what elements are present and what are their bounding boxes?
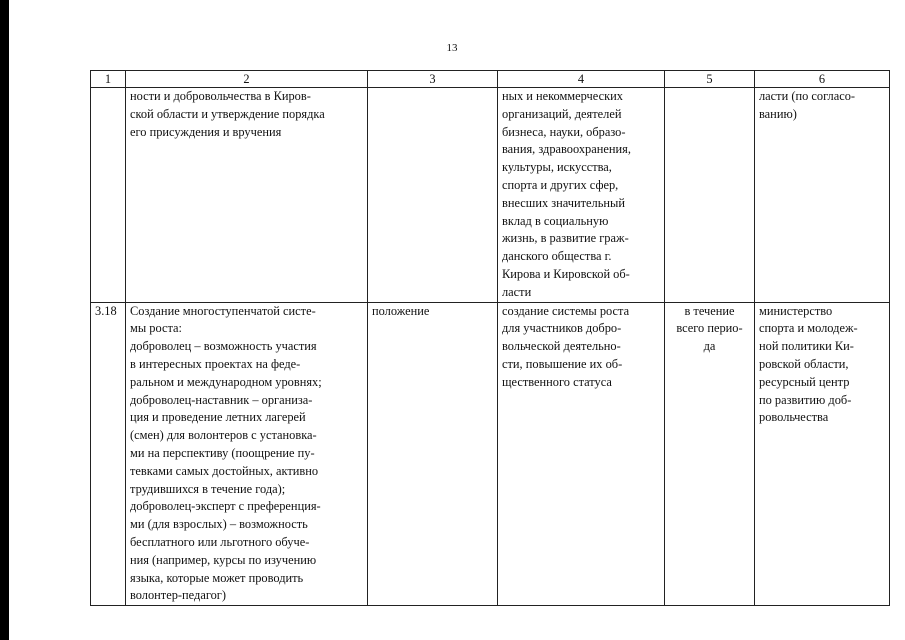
responsible-cell [755, 88, 890, 303]
cell-text-line: создание системы роста [502, 303, 630, 318]
table-header-row [91, 71, 890, 88]
cell-text-line: да [703, 339, 716, 354]
column-header: 5 [665, 71, 755, 88]
result-cell [498, 88, 665, 303]
column-header: 1 [91, 71, 126, 88]
document-type-cell: положение [368, 302, 498, 606]
cell-text-line: сти, повышение их об- [502, 356, 623, 371]
cell-text-line: ласти [502, 284, 532, 299]
page-number: 13 [446, 42, 458, 54]
cell-text-line: его присуждения и вручения [130, 124, 282, 139]
result-cell [498, 302, 665, 606]
cell-text-line: щественного статуса [502, 374, 612, 389]
cell-text-line: вклад в социальную [502, 213, 609, 228]
cell-text-line: ровской области, [759, 356, 849, 371]
cell-text-line: ности и добровольчества в Киров- [130, 89, 311, 103]
cell-text-line: организаций, деятелей [502, 106, 622, 121]
cell-text-line: ных и некоммерческих [502, 89, 623, 103]
cell-text-line: в интересных проектах на феде- [130, 356, 301, 371]
row-number-cell [91, 88, 126, 303]
column-header: 2 [126, 71, 368, 88]
cell-text-line: доброволец-наставник – организа- [130, 392, 313, 407]
cell-text-line: ми (для взрослых) – возможность [130, 517, 308, 532]
cell-text-line: внесших значительный [502, 195, 625, 210]
cell-text-line: вольческой деятельно- [502, 339, 621, 354]
cell-text-line: волонтер-педагог) [130, 588, 226, 603]
cell-text-line: Создание многоступенчатой систе- [130, 303, 316, 318]
cell-text-line: для участников добро- [502, 321, 622, 336]
cell-text-line: бесплатного или льготного обуче- [130, 534, 310, 549]
cell-text-line: бизнеса, науки, образо- [502, 124, 626, 139]
cell-text-line: доброволец-эксперт с преференция- [130, 499, 321, 514]
deadline-cell [665, 302, 755, 606]
cell-text-line: спорта и молодеж- [759, 321, 858, 336]
cell-text-line: Кирова и Кировской об- [502, 266, 630, 281]
cell-text-line: (смен) для волонтеров с установка- [130, 428, 317, 443]
row-number-cell: 3.18 [91, 302, 126, 606]
cell-text-line: культуры, искусства, [502, 160, 612, 175]
scan-edge-bar [0, 0, 9, 640]
cell-text-line: жизнь, в развитие граж- [502, 231, 629, 246]
cell-text-line: ровольчества [759, 410, 829, 425]
cell-text-line: ной политики Ки- [759, 339, 854, 354]
cell-text-line: языка, которые может проводить [130, 570, 304, 585]
measure-cell [126, 302, 368, 606]
column-header: 3 [368, 71, 498, 88]
deadline-cell [665, 88, 755, 303]
cell-text-line: ния (например, курсы по изучению [130, 552, 317, 567]
cell-text-line: ми на перспективу (поощрение пу- [130, 445, 315, 460]
cell-text-line: ванию) [759, 106, 797, 121]
cell-text-line: доброволец – возможность участия [130, 339, 317, 354]
measure-cell [126, 88, 368, 303]
table-row [91, 302, 890, 606]
cell-text-line: ральном и международном уровнях; [130, 374, 322, 389]
cell-text-line: тевками самых достойных, активно [130, 463, 319, 478]
cell-text-line: мы роста: [130, 321, 182, 336]
cell-text-line: ресурсный центр [759, 374, 850, 389]
cell-text-line: ласти (по согласо- [759, 89, 856, 103]
column-header: 4 [498, 71, 665, 88]
cell-text-line: ской области и утверждение порядка [130, 106, 325, 121]
cell-text-line: вания, здравоохранения, [502, 142, 631, 157]
column-header: 6 [755, 71, 890, 88]
cell-text-line: министерство [759, 303, 833, 318]
cell-text-line: ция и проведение летних лагерей [130, 410, 306, 425]
cell-text-line: трудившихся в течение года); [130, 481, 286, 496]
cell-text-line: в течение [684, 303, 735, 318]
responsible-cell [755, 302, 890, 606]
cell-text-line: данского общества г. [502, 249, 612, 264]
cell-text-line: всего перио- [676, 321, 743, 336]
cell-text-line: по развитию доб- [759, 392, 852, 407]
document-type-cell [368, 88, 498, 303]
document-table [90, 70, 890, 606]
cell-text-line: спорта и других сфер, [502, 177, 619, 192]
table-row [91, 88, 890, 303]
